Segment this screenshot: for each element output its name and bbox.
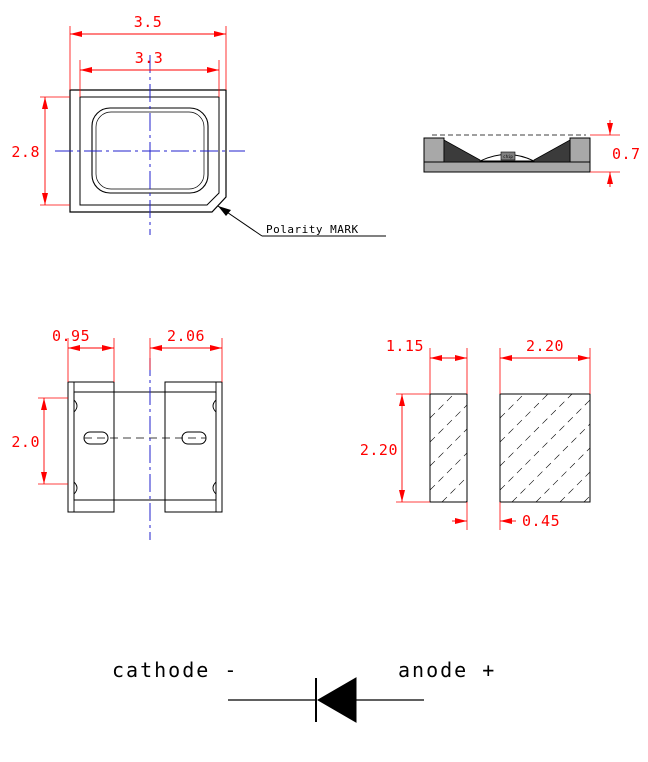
polarity-diagram-group — [112, 658, 496, 722]
footprint-view-group — [360, 337, 590, 530]
dim-2-20-height-group — [360, 394, 430, 502]
dim-1-15-label: 1.15 — [385, 337, 424, 355]
dim-0-95-group — [52, 327, 114, 382]
dim-2-0-group — [11, 398, 68, 484]
dim-0-45-group — [452, 502, 560, 530]
dim-3-5-label: 3.5 — [133, 13, 163, 31]
footprint-left-pad — [430, 394, 467, 502]
top-view-group — [11, 13, 386, 236]
dim-0-7-group — [590, 120, 641, 187]
anode-label: anode + — [398, 658, 497, 682]
dim-2-20-height-label: 2.20 — [359, 441, 398, 459]
side-view-right-wall — [570, 138, 590, 162]
dim-2-20-width-label: 2.20 — [525, 337, 565, 355]
bottom-view-right-pad-outline — [165, 382, 222, 512]
side-view-left-wall — [424, 138, 444, 162]
polarity-mark-label: Polarity MARK — [266, 223, 359, 236]
cathode-label: cathode - — [112, 658, 239, 682]
side-view-left-reflector — [444, 140, 480, 162]
footprint-right-pad — [500, 394, 590, 502]
bottom-view-body-outline — [74, 392, 216, 500]
dim-2-20-width-group — [500, 337, 590, 394]
diode-triangle — [318, 678, 356, 722]
dim-3-3-label: 3.3 — [134, 49, 164, 67]
footprint-right-pad-hatch — [500, 394, 590, 502]
footprint-left-pad-hatch — [430, 394, 467, 502]
dim-2-06-group — [150, 327, 222, 382]
side-view-chip-label: chip — [503, 154, 513, 159]
polarity-mark-leader — [218, 206, 386, 236]
dim-1-15-group — [386, 337, 467, 394]
dim-0-7-label: 0.7 — [612, 145, 641, 163]
dim-2-06-label: 2.06 — [166, 327, 206, 345]
dim-2-8-label: 2.8 — [11, 143, 40, 161]
side-view-group — [424, 120, 641, 187]
side-view-right-reflector — [534, 140, 570, 162]
dim-0-45-label: 0.45 — [522, 512, 561, 530]
dim-2-0-label: 2.0 — [11, 433, 40, 451]
dim-0-95-label: 0.95 — [52, 327, 91, 345]
bottom-view-group — [11, 327, 222, 540]
side-view-base-plate — [424, 162, 590, 172]
